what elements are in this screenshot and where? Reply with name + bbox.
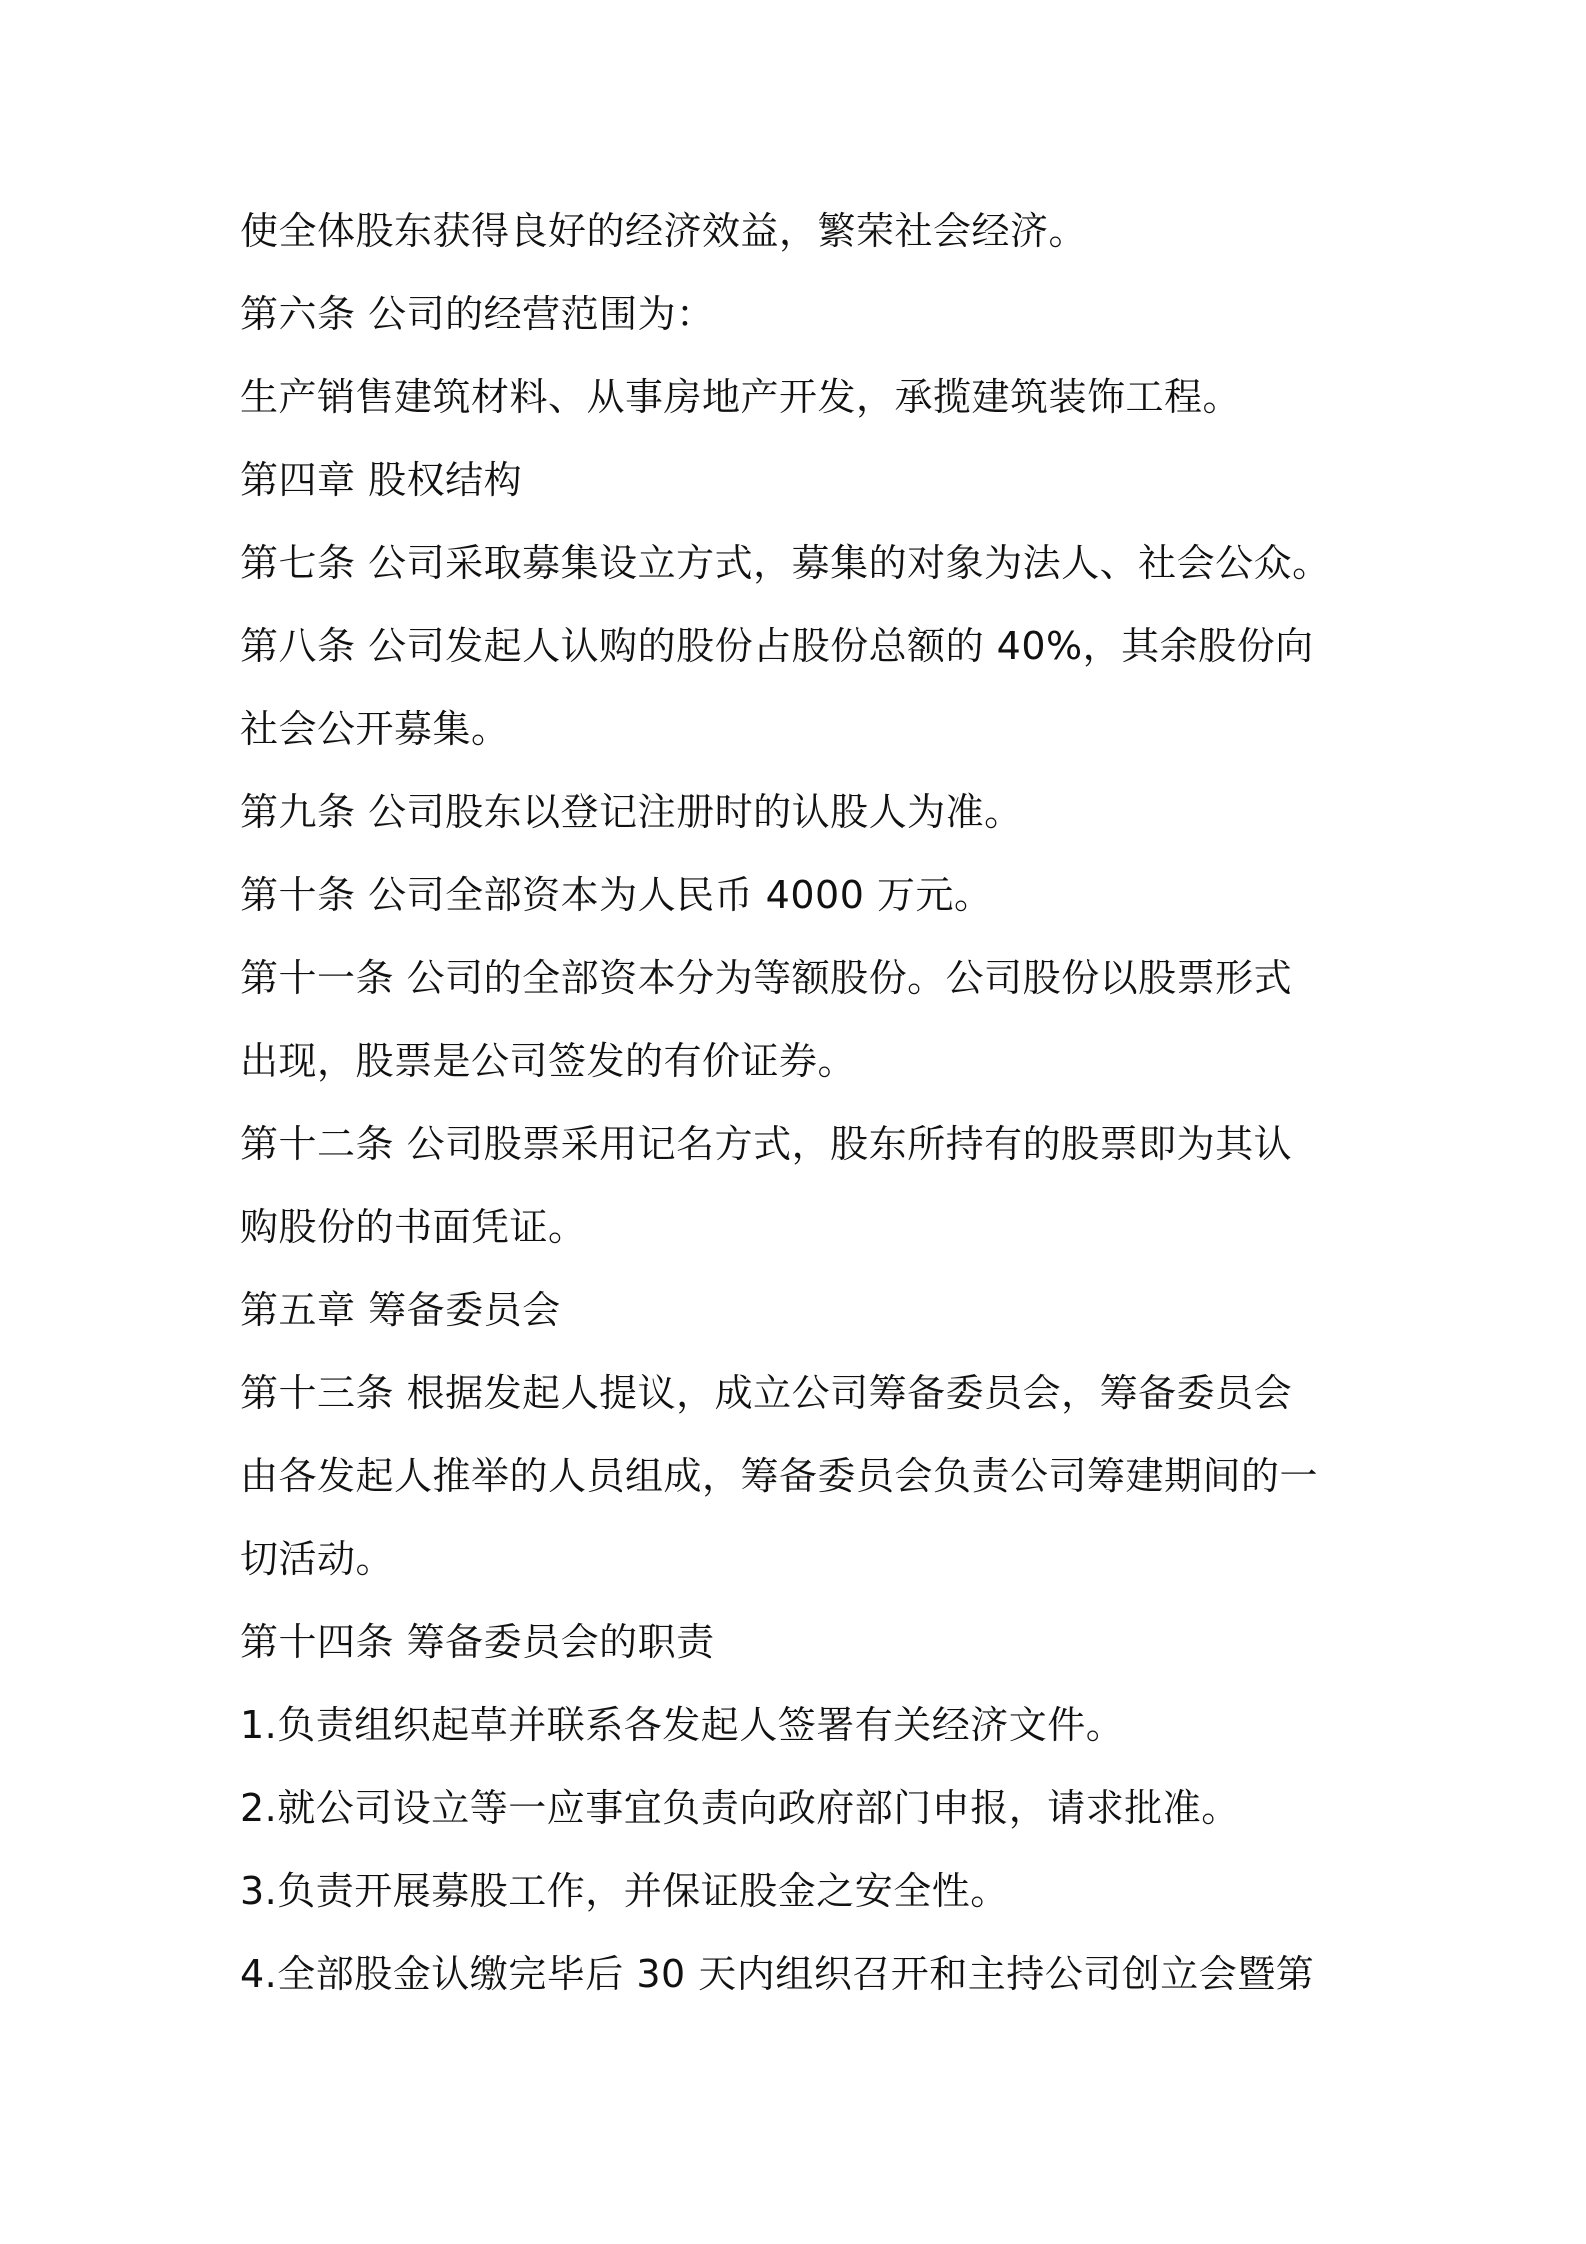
text-line: 由各发起人推举的人员组成，筹备委员会负责公司筹建期间的一 (240, 1454, 1319, 1498)
text-line: 使全体股东获得良好的经济效益，繁荣社会经济。 (240, 209, 1088, 253)
text-line: 生产销售建筑材料、从事房地产开发，承揽建筑装饰工程。 (240, 375, 1242, 419)
article-10: 第十条 公司全部资本为人民币 4000 万元。 (240, 873, 993, 917)
text-line: 社会公开募集。 (240, 707, 510, 751)
document-body (240, 190, 1370, 2016)
article-9: 第九条 公司股东以登记注册时的认股人为准。 (240, 790, 1023, 834)
article-11: 第十一条 公司的全部资本分为等额股份。公司股份以股票形式 (240, 956, 1293, 1000)
article-14-heading: 第十四条 筹备委员会的职责 (240, 1620, 715, 1664)
text-line: 购股份的书面凭证。 (240, 1205, 587, 1249)
list-item: 3.负责开展募股工作，并保证股金之安全性。 (240, 1869, 1009, 1913)
chapter-4-heading: 第四章 股权结构 (240, 458, 523, 502)
list-item: 1.负责组织起草并联系各发起人签署有关经济文件。 (240, 1703, 1125, 1747)
chapter-5-heading: 第五章 筹备委员会 (240, 1288, 561, 1332)
article-13: 第十三条 根据发起人提议，成立公司筹备委员会，筹备委员会 (240, 1371, 1293, 1415)
list-item: 4.全部股金认缴完毕后 30 天内组织召开和主持公司创立会暨第 (240, 1952, 1315, 1996)
list-item: 2.就公司设立等一应事宜负责向政府部门申报，请求批准。 (240, 1786, 1240, 1830)
article-8: 第八条 公司发起人认购的股份占股份总额的 40%，其余股份向 (240, 624, 1314, 668)
text-line: 切活动。 (240, 1537, 395, 1581)
text-line: 出现，股票是公司签发的有价证券。 (240, 1039, 857, 1083)
article-7: 第七条 公司采取募集设立方式，募集的对象为法人、社会公众。 (240, 541, 1331, 585)
article-12: 第十二条 公司股票采用记名方式，股东所持有的股票即为其认 (240, 1122, 1293, 1166)
article-6-heading: 第六条 公司的经营范围为： (240, 292, 715, 336)
